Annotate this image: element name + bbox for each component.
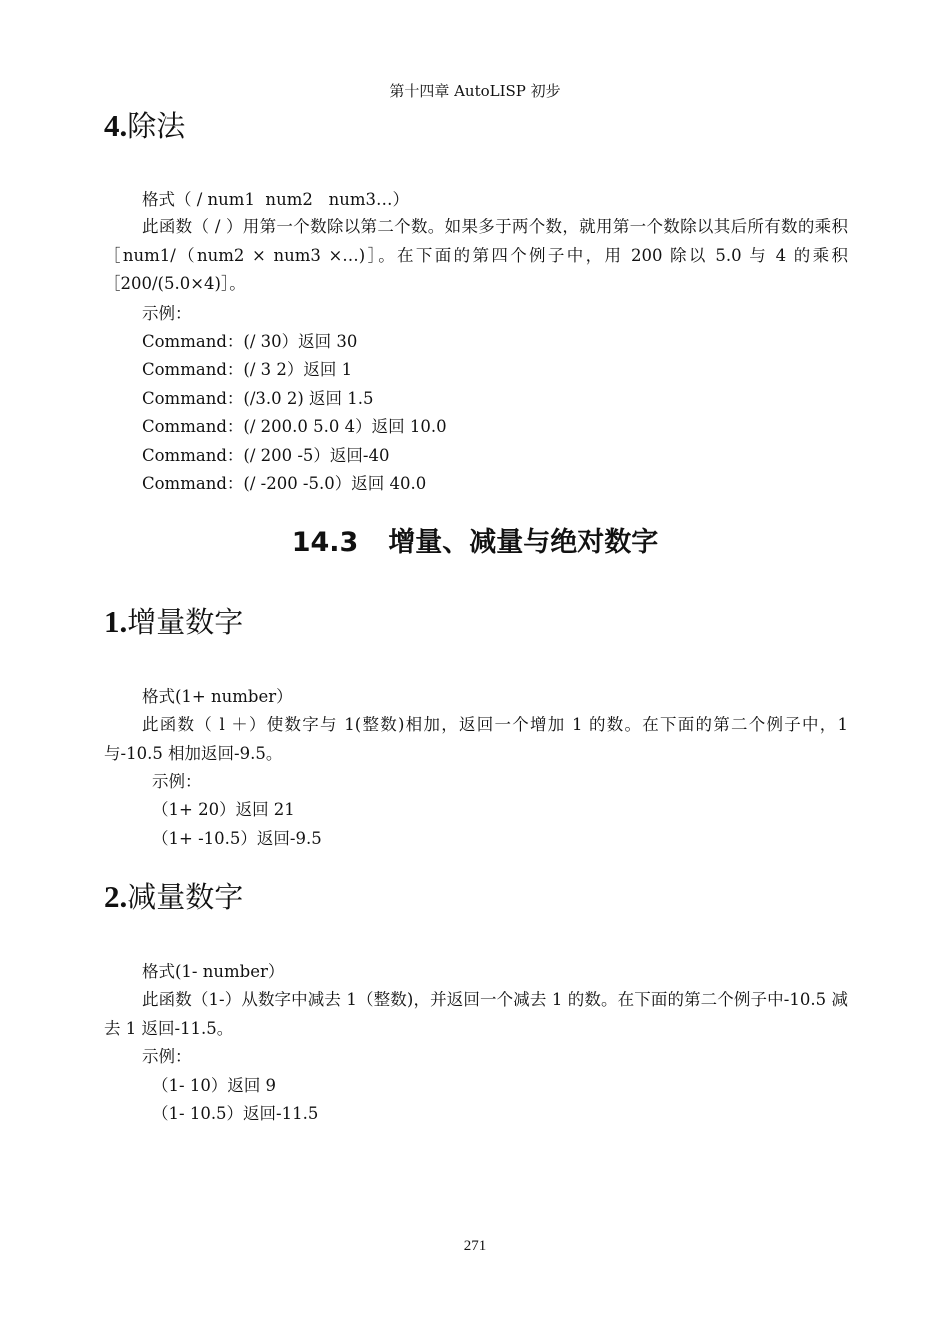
- decrement-heading: [104, 879, 243, 915]
- section-number: 14.3: [291, 527, 359, 558]
- page-number: 271: [463, 1238, 487, 1254]
- decrement-example: （1- 10）返回 9: [152, 1076, 277, 1095]
- division-examples-label: 示例：: [142, 304, 192, 323]
- division-example: Command：(/ 200.0 5.0 4）返回 10.0: [142, 417, 447, 436]
- increment-heading-text: 增量数字: [127, 605, 244, 639]
- decrement-heading-number: 2.: [104, 879, 128, 914]
- division-heading-number: 4.: [104, 108, 128, 143]
- decrement-description: 此函数（1-）从数字中减去 1（整数)，并返回一个减去 1 的数。在下面的第二个例子中-10.5 减去 1 返回-11.5。: [104, 990, 848, 1038]
- division-example: Command：(/ 3 2）返回 1: [142, 360, 353, 379]
- section-title-text: 增量、减量与绝对数字: [388, 527, 659, 558]
- increment-heading-number: 1.: [104, 604, 128, 639]
- decrement-examples-label: 示例：: [142, 1047, 192, 1066]
- division-example: Command：(/ 30）返回 30: [142, 332, 358, 351]
- division-heading-text: 除法: [127, 109, 186, 143]
- division-example: Command：(/3.0 2) 返回 1.5: [142, 389, 374, 408]
- increment-description: 此函数（ l ＋）使数字与 1(整数)相加，返回一个增加 1 的数。在下面的第二个例子中，1 与-10.5 相加返回-9.5。: [104, 715, 848, 763]
- increment-heading: [104, 604, 243, 640]
- decrement-format: 格式(1- number）: [142, 962, 285, 981]
- increment-examples-label: 示例：: [152, 772, 202, 791]
- increment-example: （1+ 20）返回 21: [152, 800, 295, 819]
- page-header: 第十四章 AutoLISP 初步: [389, 82, 561, 100]
- section-title: [0, 523, 950, 563]
- division-example: Command：(/ -200 -5.0）返回 40.0: [142, 474, 427, 493]
- division-example: Command：(/ 200 -5）返回-40: [142, 446, 390, 465]
- increment-example: （1+ -10.5）返回-9.5: [152, 829, 322, 848]
- decrement-example: （1- 10.5）返回-11.5: [152, 1104, 319, 1123]
- increment-format: 格式(1+ number）: [142, 687, 293, 706]
- division-heading: [104, 108, 185, 144]
- division-description: 此函数（ / ）用第一个数除以第二个数。如果多于两个数，就用第一个数除以其后所有数的乘积［num1/（num2 × num3 ×…)］。在下面的第四个例子中，用 200 除以 5.0 与 4 的乘积［200/(5.0×4)］。: [104, 217, 848, 293]
- decrement-heading-text: 减量数字: [127, 880, 244, 914]
- division-format: 格式（ / num1 num2 num3…）: [142, 190, 409, 209]
